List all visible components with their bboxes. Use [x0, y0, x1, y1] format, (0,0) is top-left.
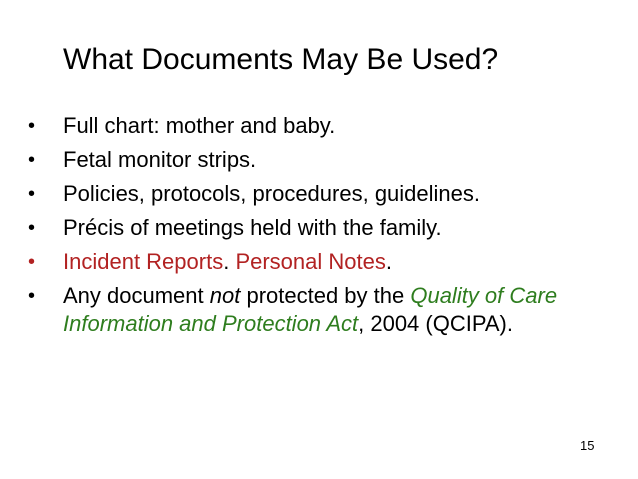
page-number: 15 — [580, 438, 595, 453]
bullet-text: Policies, protocols, procedures, guidelines. — [63, 181, 481, 206]
emphasis-not-text: not — [209, 283, 241, 308]
bullet-icon: • — [28, 183, 36, 205]
incident-reports-text: Incident Reports — [63, 249, 224, 274]
slide-title: What Documents May Be Used? — [63, 43, 499, 76]
bullet-list — [28, 112, 608, 344]
bullet-item — [28, 248, 608, 276]
personal-notes-text: Personal Notes — [235, 249, 386, 274]
bullet-text: Full chart: mother and baby. — [63, 113, 336, 138]
bullet-text: Fetal monitor strips. — [63, 147, 257, 172]
bullet-icon: • — [28, 115, 36, 137]
bullet-text-pre: Any document — [63, 283, 210, 308]
bullet-icon: • — [28, 217, 36, 239]
period-text: . — [385, 249, 392, 274]
bullet-item — [28, 112, 608, 140]
bullet-text: Précis of meetings held with the family. — [63, 215, 442, 240]
bullet-icon: • — [28, 251, 36, 273]
bullet-icon: • — [28, 149, 36, 171]
act-name-text: Quality of Care Information and Protection Act — [63, 283, 558, 336]
separator-text: . — [223, 249, 236, 274]
bullet-text-post: , 2004 (QCIPA). — [358, 311, 513, 336]
bullet-item — [28, 146, 608, 174]
bullet-item — [28, 282, 608, 338]
bullet-item — [28, 214, 608, 242]
bullet-text-mid: protected by the — [240, 283, 411, 308]
bullet-icon: • — [28, 285, 36, 307]
bullet-item — [28, 180, 608, 208]
